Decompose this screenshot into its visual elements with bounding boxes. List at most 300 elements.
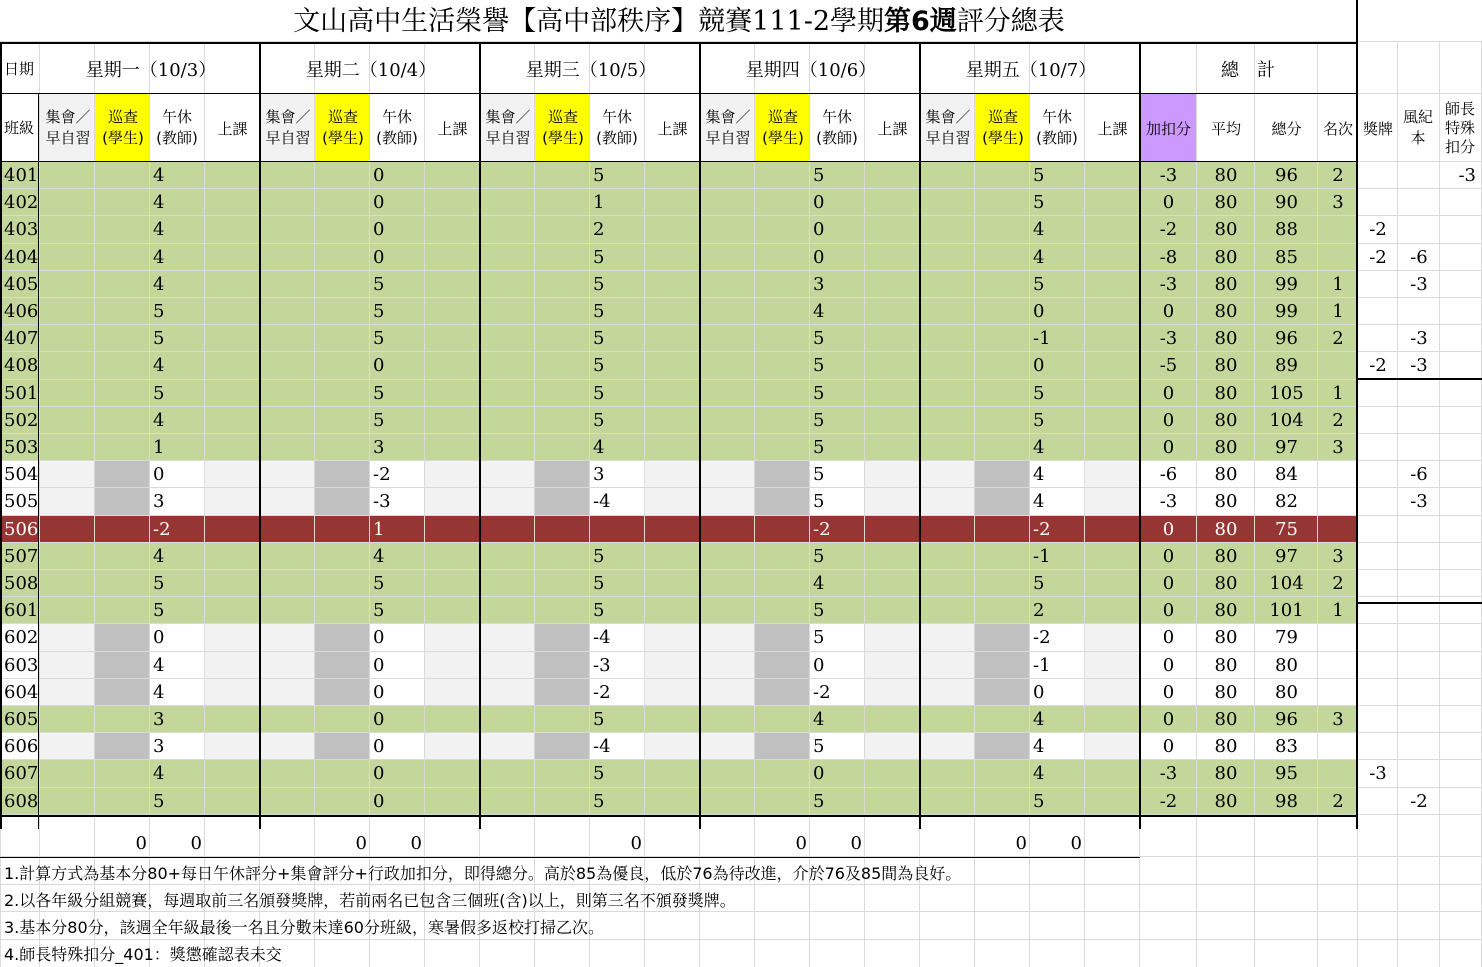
grid-vline — [644, 42, 645, 967]
bonus-value: 0 — [1162, 600, 1175, 622]
special-value — [1440, 298, 1480, 325]
noon-score: -4 — [593, 736, 611, 758]
class-cell-bg — [205, 733, 260, 760]
patrol-cell-bg — [95, 624, 150, 651]
class-cell-bg — [425, 488, 480, 515]
noon-score: 5 — [373, 382, 385, 404]
class-cell-bg — [645, 652, 700, 679]
patrol-cell-bg — [315, 624, 370, 651]
total-score: 98 — [1275, 790, 1298, 812]
patrol-cell-bg — [755, 624, 810, 651]
avg-value: 80 — [1214, 192, 1238, 214]
grid-vline — [809, 42, 810, 967]
class-number: 605 — [4, 709, 38, 730]
assembly-cell-bg — [480, 624, 535, 651]
total-score: 105 — [1269, 382, 1304, 404]
special-value — [1440, 597, 1480, 624]
medal-value — [1358, 706, 1398, 733]
class-cell-bg — [205, 624, 260, 651]
grid-vline — [204, 42, 205, 967]
noon-score: 5 — [373, 273, 385, 295]
medal-value — [1358, 189, 1398, 216]
avg-value: 80 — [1214, 273, 1238, 295]
noon-score: 5 — [373, 328, 385, 350]
rank-value — [1318, 733, 1358, 760]
noon-score: 5 — [593, 573, 605, 594]
total-score: 83 — [1275, 736, 1298, 758]
avg-value: 80 — [1214, 518, 1238, 540]
medal-value — [1358, 543, 1398, 570]
medal-header: 獎牌 — [1362, 119, 1393, 138]
assembly-cell-bg — [260, 624, 315, 651]
noon-score: 5 — [813, 736, 825, 758]
total-score: 96 — [1275, 165, 1298, 186]
assembly-cell-bg — [700, 679, 755, 706]
sum-patrol: 0 — [630, 833, 642, 854]
noon-score: 0 — [373, 165, 385, 186]
class-number: 602 — [4, 627, 38, 649]
avg-value: 80 — [1214, 763, 1238, 785]
special-value — [1440, 352, 1480, 379]
grid-vline — [589, 42, 590, 967]
class-number: 601 — [4, 600, 38, 622]
patrol-header: 巡查(學生) — [982, 108, 1024, 147]
bonus-value: 0 — [1162, 709, 1175, 730]
total-score: 96 — [1275, 328, 1298, 350]
rank-value: 1 — [1332, 600, 1344, 622]
discipline-value — [1398, 216, 1440, 243]
medal-value — [1358, 298, 1398, 325]
total-score: 80 — [1275, 681, 1298, 703]
class-cell-bg — [205, 652, 260, 679]
class-number: 403 — [4, 219, 38, 241]
rank-value: 2 — [1332, 790, 1344, 812]
noon-score: -4 — [593, 627, 611, 649]
noon-score: 4 — [153, 273, 165, 295]
noon-score: 5 — [153, 328, 165, 350]
avg-value: 80 — [1214, 328, 1238, 350]
rank-value: 3 — [1332, 545, 1344, 567]
class-cell-bg — [645, 733, 700, 760]
class-number: 501 — [4, 382, 38, 404]
special-value — [1440, 434, 1480, 461]
noon-score: 4 — [153, 192, 165, 214]
rank-value: 2 — [1332, 573, 1344, 594]
total-score: 95 — [1275, 763, 1298, 785]
assembly-header: 集會／早自習 — [45, 108, 91, 147]
class-cell-bg — [645, 461, 700, 488]
class-cell-bg — [865, 488, 920, 515]
noon-score: 5 — [813, 437, 825, 458]
assembly-cell-bg — [700, 652, 755, 679]
class-cell-bg — [865, 461, 920, 488]
discipline-value — [1398, 434, 1440, 461]
assembly-cell-bg — [920, 461, 975, 488]
special-value: -3 — [1458, 165, 1476, 186]
sum-assembly: 0 — [135, 833, 147, 854]
noon-score: 5 — [1033, 273, 1045, 295]
discipline-value: -3 — [1410, 491, 1428, 513]
noon-score: 5 — [1033, 165, 1045, 186]
class-cell-bg — [1085, 733, 1140, 760]
discipline-value — [1398, 706, 1440, 733]
note-line: 4.師長特殊扣分_401：獎懲確認表未交 — [4, 945, 282, 964]
noon-score: 3 — [153, 709, 165, 730]
noon-score: 3 — [813, 273, 825, 295]
class-cell-bg — [425, 624, 480, 651]
discipline-value: -3 — [1410, 328, 1428, 350]
noon-score: 5 — [593, 409, 605, 431]
noon-score: 5 — [593, 600, 605, 622]
assembly-cell-bg — [480, 488, 535, 515]
noon-header: 午休(教師) — [816, 108, 858, 147]
rank-value: 3 — [1332, 192, 1344, 214]
avg-value: 80 — [1214, 219, 1238, 241]
special-value — [1440, 652, 1480, 679]
medal-value: -2 — [1369, 246, 1387, 268]
date-label: 日期 — [3, 59, 34, 78]
assembly-cell-bg — [920, 733, 975, 760]
day-header: 星期一（10/3） — [85, 60, 217, 81]
bonus-value: -3 — [1159, 328, 1178, 350]
rank-value: 3 — [1332, 709, 1344, 730]
grid-vline — [1084, 42, 1085, 967]
patrol-cell-bg — [95, 733, 150, 760]
class-cell-bg — [205, 488, 260, 515]
bonus-value: 0 — [1162, 382, 1175, 404]
patrol-cell-bg — [975, 624, 1030, 651]
total-score: 80 — [1275, 654, 1298, 676]
noon-score: 0 — [1033, 681, 1045, 703]
patrol-cell-bg — [755, 488, 810, 515]
class-cell-bg — [205, 679, 260, 706]
grid-hline — [0, 884, 1482, 885]
medal-value: -2 — [1369, 219, 1387, 241]
bonus-value: -3 — [1159, 165, 1178, 186]
assembly-cell-bg — [40, 652, 95, 679]
noon-score: -2 — [593, 681, 611, 703]
assembly-cell-bg — [480, 461, 535, 488]
noon-header: 午休(教師) — [596, 108, 638, 147]
noon-score: 5 — [373, 301, 385, 322]
bonus-value: 0 — [1162, 437, 1175, 458]
note-line: 3.基本分80分，該週全年級最後一名且分數未達60分班級，寒暑假多返校打掃乙次。 — [4, 918, 604, 937]
medal-value — [1358, 271, 1398, 298]
rank-value: 2 — [1332, 409, 1344, 431]
medal-value — [1358, 461, 1398, 488]
class-number: 507 — [4, 545, 38, 567]
special-value — [1440, 624, 1480, 651]
special-value — [1440, 380, 1480, 407]
rank-value — [1318, 624, 1358, 651]
special-value — [1440, 543, 1480, 570]
avg-value: 80 — [1214, 301, 1238, 322]
discipline-value — [1398, 652, 1440, 679]
bonus-value: -5 — [1159, 355, 1178, 377]
grid-hline — [0, 911, 1482, 912]
discipline-value — [1398, 733, 1440, 760]
patrol-cell-bg — [315, 488, 370, 515]
assembly-header: 集會／早自習 — [485, 108, 531, 147]
sum-assembly: 0 — [1015, 833, 1027, 854]
noon-score: 0 — [373, 192, 385, 214]
medal-value — [1358, 516, 1398, 543]
discipline-value: -2 — [1410, 790, 1428, 812]
avg-value: 80 — [1214, 165, 1238, 186]
class-number: 407 — [4, 328, 38, 350]
day-header: 星期三（10/5） — [525, 60, 657, 81]
patrol-cell-bg — [95, 679, 150, 706]
special-value — [1440, 706, 1480, 733]
class-number: 603 — [4, 654, 38, 676]
page-title — [0, 0, 1358, 42]
assembly-cell-bg — [920, 624, 975, 651]
noon-score: 5 — [1033, 192, 1045, 214]
bonus-value: 0 — [1162, 409, 1175, 431]
noon-score: 4 — [1033, 736, 1045, 758]
noon-score: 4 — [153, 165, 165, 186]
patrol-cell-bg — [315, 461, 370, 488]
class-cell-bg — [865, 624, 920, 651]
class-cell-bg — [865, 652, 920, 679]
bonus-value: -3 — [1159, 273, 1178, 295]
noon-score: 3 — [593, 464, 605, 486]
bonus-header: 加扣分 — [1145, 119, 1191, 138]
class-cell-bg — [205, 461, 260, 488]
assembly-header: 集會／早自習 — [705, 108, 751, 147]
discipline-value — [1398, 624, 1440, 651]
medal-value — [1358, 788, 1398, 815]
patrol-cell-bg — [975, 488, 1030, 515]
avg-value: 80 — [1214, 545, 1238, 567]
patrol-cell-bg — [535, 679, 590, 706]
total-score: 97 — [1275, 437, 1298, 458]
noon-score: 5 — [153, 382, 165, 404]
noon-score: 5 — [593, 246, 605, 268]
day-header: 星期五（10/7） — [965, 60, 1097, 81]
noon-score: 4 — [153, 545, 165, 567]
noon-score: 4 — [1033, 246, 1045, 268]
total-score-header: 總分 — [1271, 119, 1302, 138]
bonus-value: 0 — [1162, 192, 1175, 214]
class-number: 405 — [4, 273, 38, 295]
noon-score: 5 — [593, 382, 605, 404]
bonus-value: 0 — [1162, 654, 1175, 676]
noon-score: 5 — [373, 600, 385, 622]
rank-value: 2 — [1332, 165, 1344, 186]
class-number: 404 — [4, 246, 38, 268]
discipline-value: -6 — [1410, 246, 1428, 268]
rank-value — [1318, 461, 1358, 488]
class-header: 上課 — [657, 119, 688, 138]
avg-header: 平均 — [1210, 119, 1241, 138]
bonus-value: -2 — [1159, 790, 1178, 812]
noon-score: 5 — [813, 491, 825, 513]
patrol-header: 巡查(學生) — [762, 108, 804, 147]
avg-value: 80 — [1214, 790, 1238, 812]
noon-score: 2 — [1033, 600, 1045, 622]
assembly-cell-bg — [920, 679, 975, 706]
noon-score: 0 — [1033, 355, 1045, 377]
note-line: 1.計算方式為基本分80+每日午休評分+集會評分+行政加扣分，即得總分。高於85為優良，低於76為待改進，介於76及85間為良好。 — [4, 864, 962, 883]
assembly-cell-bg — [260, 461, 315, 488]
noon-score: 4 — [153, 246, 165, 268]
noon-score: 0 — [153, 627, 165, 649]
noon-score: 0 — [813, 246, 825, 268]
grid-vline — [864, 42, 865, 967]
noon-score: 3 — [153, 736, 165, 758]
patrol-cell-bg — [755, 461, 810, 488]
noon-score: -3 — [373, 491, 391, 513]
rank-value: 3 — [1332, 437, 1344, 458]
class-cell-bg — [425, 652, 480, 679]
avg-value: 80 — [1214, 627, 1238, 649]
special-value — [1440, 271, 1480, 298]
special-value — [1440, 788, 1480, 815]
noon-score: 1 — [593, 192, 605, 214]
total-score: 88 — [1275, 219, 1298, 241]
avg-value: 80 — [1214, 355, 1238, 377]
special-value — [1440, 461, 1480, 488]
total-score: 75 — [1275, 518, 1298, 540]
rank-header: 名次 — [1322, 119, 1353, 138]
assembly-cell-bg — [700, 488, 755, 515]
noon-score: -3 — [593, 654, 611, 676]
class-cell-bg — [1085, 624, 1140, 651]
noon-score: 5 — [1033, 409, 1045, 431]
avg-value: 80 — [1214, 464, 1238, 486]
discipline-value: -3 — [1410, 355, 1428, 377]
patrol-cell-bg — [315, 679, 370, 706]
patrol-cell-bg — [95, 488, 150, 515]
assembly-header: 集會／早自習 — [265, 108, 311, 147]
class-number: 408 — [4, 355, 38, 377]
grid-vline — [754, 42, 755, 967]
noon-score: 5 — [373, 573, 385, 594]
noon-score: -2 — [813, 681, 831, 703]
assembly-cell-bg — [920, 488, 975, 515]
discipline-value — [1398, 189, 1440, 216]
noon-score: 5 — [813, 464, 825, 486]
noon-score: 5 — [153, 600, 165, 622]
noon-score: 5 — [813, 545, 825, 567]
day-header: 星期四（10/6） — [745, 60, 877, 81]
class-cell-bg — [865, 733, 920, 760]
noon-score: 4 — [1033, 464, 1045, 486]
patrol-cell-bg — [755, 652, 810, 679]
sum-assembly: 0 — [795, 833, 807, 854]
noon-score: 5 — [813, 165, 825, 186]
noon-score: 5 — [813, 328, 825, 350]
noon-score: 0 — [813, 219, 825, 241]
noon-score: 4 — [593, 437, 605, 458]
patrol-cell-bg — [975, 733, 1030, 760]
patrol-cell-bg — [95, 652, 150, 679]
avg-value: 80 — [1214, 709, 1238, 730]
patrol-cell-bg — [975, 652, 1030, 679]
bonus-value: -6 — [1159, 464, 1178, 486]
bonus-value: 0 — [1162, 518, 1175, 540]
total-score: 99 — [1275, 273, 1298, 295]
assembly-cell-bg — [260, 679, 315, 706]
bonus-value: 0 — [1162, 573, 1175, 594]
patrol-header: 巡查(學生) — [322, 108, 364, 147]
total-score: 89 — [1275, 355, 1298, 377]
rank-value — [1318, 679, 1358, 706]
noon-score: -2 — [1033, 518, 1051, 540]
class-number: 401 — [4, 165, 38, 186]
noon-score: 4 — [1033, 219, 1045, 241]
noon-score: 4 — [153, 763, 165, 785]
avg-value: 80 — [1214, 409, 1238, 431]
avg-value: 80 — [1214, 491, 1238, 513]
special-value — [1440, 488, 1480, 515]
avg-value: 80 — [1214, 246, 1238, 268]
assembly-cell-bg — [40, 461, 95, 488]
patrol-cell-bg — [95, 461, 150, 488]
medal-value — [1358, 733, 1398, 760]
noon-score: 0 — [153, 464, 165, 486]
noon-score: 1 — [373, 518, 385, 540]
noon-header: 午休(教師) — [156, 108, 198, 147]
noon-score: 0 — [373, 654, 385, 676]
noon-score: 5 — [813, 600, 825, 622]
rank-value: 2 — [1332, 328, 1344, 350]
avg-value: 80 — [1214, 437, 1238, 458]
class-header: 上課 — [877, 119, 908, 138]
discipline-value: -6 — [1410, 464, 1428, 486]
class-cell-bg — [1085, 461, 1140, 488]
discipline-value — [1398, 760, 1440, 787]
class-cell-bg — [865, 679, 920, 706]
medal-value — [1358, 162, 1398, 189]
medal-value — [1358, 570, 1398, 597]
title-main: 文山高中生活榮譽【高中部秩序】競賽111-2學期 — [293, 6, 885, 37]
medal-value — [1358, 652, 1398, 679]
grid-hline — [0, 939, 1482, 940]
noon-header: 午休(教師) — [1036, 108, 1078, 147]
noon-score: 5 — [593, 328, 605, 350]
class-label: 班級 — [3, 118, 34, 137]
assembly-cell-bg — [480, 679, 535, 706]
noon-score: 4 — [153, 654, 165, 676]
sum-patrol: 0 — [190, 833, 202, 854]
noon-score: 0 — [373, 627, 385, 649]
class-number: 608 — [4, 790, 38, 812]
assembly-header: 集會／早自習 — [925, 108, 971, 147]
class-cell-bg — [1085, 652, 1140, 679]
assembly-cell-bg — [480, 652, 535, 679]
assembly-cell-bg — [40, 624, 95, 651]
special-value — [1440, 189, 1480, 216]
assembly-cell-bg — [40, 733, 95, 760]
patrol-cell-bg — [755, 733, 810, 760]
special-value — [1440, 216, 1480, 243]
grid-vline — [39, 42, 40, 967]
rank-value — [1318, 488, 1358, 515]
bonus-value: 0 — [1162, 681, 1175, 703]
total-score: 99 — [1275, 301, 1298, 322]
discipline-value — [1398, 570, 1440, 597]
noon-score: 5 — [153, 790, 165, 812]
noon-score: 5 — [1033, 573, 1045, 594]
noon-score: 5 — [593, 301, 605, 322]
discipline-value — [1398, 597, 1440, 624]
patrol-cell-bg — [535, 652, 590, 679]
class-number: 504 — [4, 464, 38, 486]
noon-score: 5 — [593, 273, 605, 295]
assembly-cell-bg — [40, 679, 95, 706]
